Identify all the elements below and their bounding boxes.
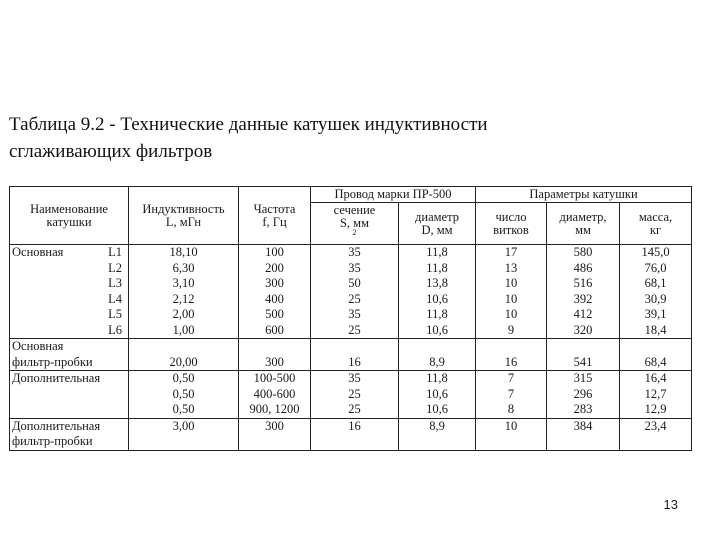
cell-name xyxy=(10,292,129,308)
cell-L xyxy=(129,339,239,355)
cell-L: 2,00 xyxy=(129,307,239,323)
cell-D: 10,6 xyxy=(399,402,476,418)
cell-L: 3,10 xyxy=(129,276,239,292)
table-row xyxy=(10,339,692,355)
cell-S: 25 xyxy=(311,402,399,418)
table-row xyxy=(10,387,692,403)
page-number: 13 xyxy=(663,497,678,512)
cell-n: 17 xyxy=(476,245,547,261)
cell-m: 18,4 xyxy=(620,323,692,339)
header-wire-diameter: диаметр D, мм xyxy=(399,203,476,245)
cell-S: 25 xyxy=(311,323,399,339)
cell-D xyxy=(399,434,476,450)
table-row xyxy=(10,276,692,292)
header-coil-group: Параметры катушки xyxy=(476,187,692,203)
cell-D: 11,8 xyxy=(399,245,476,261)
cell-f: 400-600 xyxy=(239,387,311,403)
cell-dc: 320 xyxy=(547,323,620,339)
cell-L: 6,30 xyxy=(129,261,239,277)
cell-n: 9 xyxy=(476,323,547,339)
cell-S xyxy=(311,339,399,355)
table-row xyxy=(10,292,692,308)
coil-code: L6 xyxy=(108,322,122,337)
cell-n: 10 xyxy=(476,276,547,292)
cell-f: 100 xyxy=(239,245,311,261)
cell-S: 25 xyxy=(311,292,399,308)
cell-L: 1,00 xyxy=(129,323,239,339)
table-row xyxy=(10,371,692,387)
cell-m: 39,1 xyxy=(620,307,692,323)
cell-D: 11,8 xyxy=(399,371,476,387)
cell-name xyxy=(10,402,129,418)
cell-name xyxy=(10,418,129,434)
cell-m: 12,7 xyxy=(620,387,692,403)
cell-m: 76,0 xyxy=(620,261,692,277)
cell-dc xyxy=(547,339,620,355)
table-body xyxy=(10,245,692,451)
cell-f: 300 xyxy=(239,418,311,434)
cell-f: 300 xyxy=(239,355,311,371)
cell-dc: 580 xyxy=(547,245,620,261)
cell-D: 11,8 xyxy=(399,307,476,323)
cell-n xyxy=(476,339,547,355)
cell-f: 300 xyxy=(239,276,311,292)
header-section: сечение S, мм $^2$ xyxy=(311,203,399,245)
table-row xyxy=(10,245,692,261)
cell-m: 68,1 xyxy=(620,276,692,292)
cell-L: 18,10 xyxy=(129,245,239,261)
cell-name xyxy=(10,261,129,277)
coil-code: L4 xyxy=(108,291,122,306)
cell-S xyxy=(311,434,399,450)
cell-name xyxy=(10,387,129,403)
cell-D: 8,9 xyxy=(399,355,476,371)
coil-code: L3 xyxy=(108,276,122,291)
cell-n: 13 xyxy=(476,261,547,277)
coil-code: L1 xyxy=(108,245,122,260)
cell-D: 10,6 xyxy=(399,387,476,403)
cell-dc: 486 xyxy=(547,261,620,277)
cell-name xyxy=(10,371,129,387)
table-row xyxy=(10,355,692,371)
coil-name: фильтр-пробки xyxy=(12,354,93,369)
cell-f xyxy=(239,434,311,450)
cell-L: 0,50 xyxy=(129,402,239,418)
cell-D: 10,6 xyxy=(399,323,476,339)
cell-D xyxy=(399,339,476,355)
cell-n: 8 xyxy=(476,402,547,418)
cell-L: 20,00 xyxy=(129,355,239,371)
header-turns: число витков xyxy=(476,203,547,245)
cell-dc xyxy=(547,434,620,450)
cell-m: 16,4 xyxy=(620,371,692,387)
header-wire-group: Провод марки ПР-500 xyxy=(311,187,476,203)
cell-name xyxy=(10,339,129,355)
cell-m: 145,0 xyxy=(620,245,692,261)
cell-L: 0,50 xyxy=(129,371,239,387)
cell-f: 200 xyxy=(239,261,311,277)
header-mass: масса, кг xyxy=(620,203,692,245)
cell-L: 3,00 xyxy=(129,418,239,434)
coil-name: фильтр-пробки xyxy=(12,434,93,449)
cell-name xyxy=(10,276,129,292)
caption-line-2: сглаживающих фильтров xyxy=(9,141,213,162)
cell-S: 16 xyxy=(311,355,399,371)
cell-name xyxy=(10,355,129,371)
header-frequency: Частота f, Гц xyxy=(239,187,311,245)
cell-D: 8,9 xyxy=(399,418,476,434)
cell-S: 35 xyxy=(311,245,399,261)
cell-m: 68,4 xyxy=(620,355,692,371)
cell-D: 11,8 xyxy=(399,261,476,277)
caption-line-1: Таблица 9.2 - Технические данные катушек индуктивности xyxy=(9,114,488,135)
cell-n xyxy=(476,434,547,450)
cell-f: 400 xyxy=(239,292,311,308)
cell-D: 13,8 xyxy=(399,276,476,292)
cell-dc: 296 xyxy=(547,387,620,403)
coil-data-table xyxy=(9,186,692,451)
cell-D: 10,6 xyxy=(399,292,476,308)
cell-name xyxy=(10,245,129,261)
cell-name xyxy=(10,307,129,323)
header-inductance: Индуктивность L, мГн xyxy=(129,187,239,245)
table-row xyxy=(10,307,692,323)
cell-f: 900, 1200 xyxy=(239,402,311,418)
cell-name xyxy=(10,323,129,339)
table-caption xyxy=(9,111,709,165)
coil-code: L5 xyxy=(108,307,122,322)
table-row xyxy=(10,434,692,450)
cell-f: 600 xyxy=(239,323,311,339)
header-name: Наименование катушки xyxy=(10,187,129,245)
cell-S: 16 xyxy=(311,418,399,434)
cell-dc: 516 xyxy=(547,276,620,292)
cell-f xyxy=(239,339,311,355)
header-coil-diameter: диаметр, мм xyxy=(547,203,620,245)
cell-n: 10 xyxy=(476,292,547,308)
cell-m: 30,9 xyxy=(620,292,692,308)
cell-f: 500 xyxy=(239,307,311,323)
coil-code: L2 xyxy=(108,260,122,275)
cell-S: 35 xyxy=(311,261,399,277)
cell-dc: 541 xyxy=(547,355,620,371)
cell-n: 10 xyxy=(476,307,547,323)
coil-name: Дополнительная xyxy=(12,418,101,433)
cell-m: 12,9 xyxy=(620,402,692,418)
cell-n: 7 xyxy=(476,371,547,387)
cell-S: 50 xyxy=(311,276,399,292)
cell-L: 2,12 xyxy=(129,292,239,308)
table-row xyxy=(10,323,692,339)
coil-name: Основная xyxy=(12,339,64,354)
cell-n: 16 xyxy=(476,355,547,371)
cell-dc: 412 xyxy=(547,307,620,323)
table-row xyxy=(10,261,692,277)
cell-name xyxy=(10,434,129,450)
cell-n: 7 xyxy=(476,387,547,403)
cell-m xyxy=(620,434,692,450)
cell-S: 25 xyxy=(311,387,399,403)
cell-f: 100-500 xyxy=(239,371,311,387)
cell-dc: 283 xyxy=(547,402,620,418)
cell-m xyxy=(620,339,692,355)
cell-dc: 384 xyxy=(547,418,620,434)
cell-dc: 315 xyxy=(547,371,620,387)
cell-S: 35 xyxy=(311,371,399,387)
table-row xyxy=(10,418,692,434)
cell-L: 0,50 xyxy=(129,387,239,403)
cell-S: 35 xyxy=(311,307,399,323)
coil-name: Основная xyxy=(12,245,64,260)
cell-dc: 392 xyxy=(547,292,620,308)
cell-m: 23,4 xyxy=(620,418,692,434)
cell-L xyxy=(129,434,239,450)
cell-n: 10 xyxy=(476,418,547,434)
table-row xyxy=(10,402,692,418)
coil-name: Дополнительная xyxy=(12,371,101,386)
